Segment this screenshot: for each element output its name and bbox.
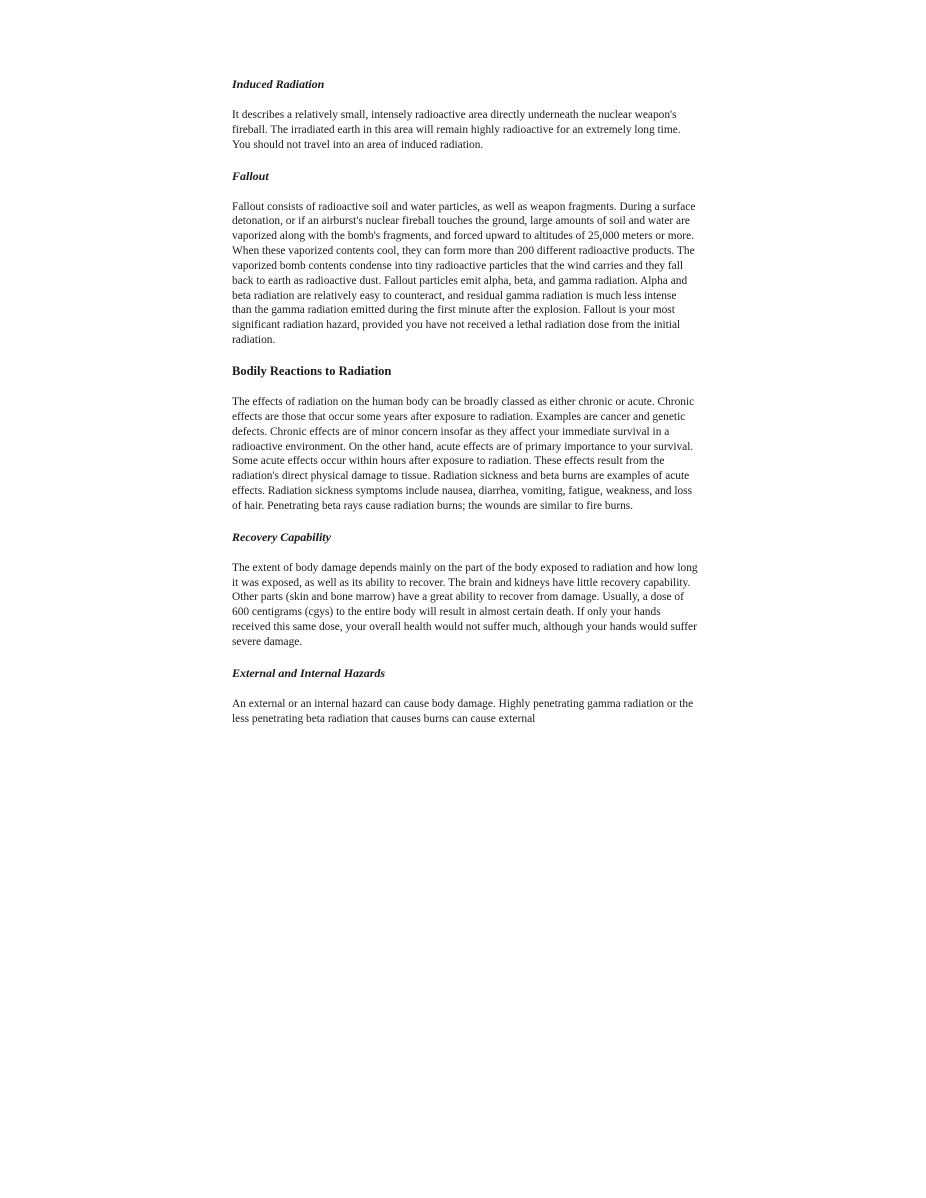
- section-bodily-reactions: [232, 364, 698, 514]
- section-paragraph: The extent of body damage depends mainly on the part of the body exposed to radiation and how long it was exposed, as well as its ability to recover. The brain and kidneys have little recovery capability. Other parts (skin and bone marrow) have a great ability to recover from damage. Usually, a dose of 600 centigrams (cgys) to the entire body will result in almost certain death. If only your hands received this same dose, your overall health would not suffer much, although your hands would suffer severe damage.: [232, 561, 698, 648]
- section-paragraph: The effects of radiation on the human body can be broadly classed as either chronic or acute. Chronic effects are those that occur some years after exposure to radiation. Examples are cancer and genetic defects. Chronic effects are of minor concern insofar as they affect your immediate survival in a radioactive environment. On the other hand, acute effects are of primary importance to your survival. Some acute effects occur within hours after exposure to radiation. These effects result from the radiation's direct physical damage to tissue. Radiation sickness and beta burns are examples of acute effects. Radiation sickness symptoms include nausea, diarrhea, vomiting, fatigue, weakness, and loss of hair. Penetrating beta rays cause radiation burns; the wounds are similar to fire burns.: [232, 395, 695, 512]
- section-fallout: [232, 169, 698, 348]
- section-paragraph: It describes a relatively small, intensely radioactive area directly underneath the nuclear weapon's fireball. The irradiated earth in this area will remain highly radioactive for an extremely long time. You should not travel into an area of induced radiation.: [232, 109, 681, 151]
- section-paragraph: Fallout consists of radioactive soil and water particles, as well as weapon fragments. During a surface detonation, or if an airburst's nuclear fireball touches the ground, large amounts of soil and water are vaporized along with the bomb's fragments, and forced upward to altitudes of 25,000 meters or more. When these vaporized contents cool, they can form more than 200 different radioactive products. The vaporized bomb contents condense into tiny radioactive particles that the wind carries and they fall back to earth as radioactive dust. Fallout particles emit alpha, beta, and gamma radiation. Alpha and beta radiation are relatively easy to counteract, and residual gamma radiation is much less intense than the gamma radiation emitted during the first minute after the explosion. Fallout is your most significant radiation hazard, provided you have not received a lethal radiation dose from the initial radiation.: [232, 200, 696, 347]
- section-heading: External and Internal Hazards: [232, 665, 386, 680]
- section-recovery-capability: [232, 530, 698, 650]
- document-page: [232, 77, 698, 726]
- section-induced-radiation: [232, 77, 698, 153]
- section-external-internal-hazards: [232, 666, 698, 727]
- section-heading: Induced Radiation: [232, 77, 325, 91]
- section-paragraph: An external or an internal hazard can cause body damage. Highly penetrating gamma radiation or the less penetrating beta radiation that causes burns can cause external: [232, 697, 694, 725]
- section-heading: Recovery Capability: [232, 529, 331, 544]
- section-heading: Fallout: [232, 168, 269, 183]
- section-heading: Bodily Reactions to Radiation: [232, 363, 392, 378]
